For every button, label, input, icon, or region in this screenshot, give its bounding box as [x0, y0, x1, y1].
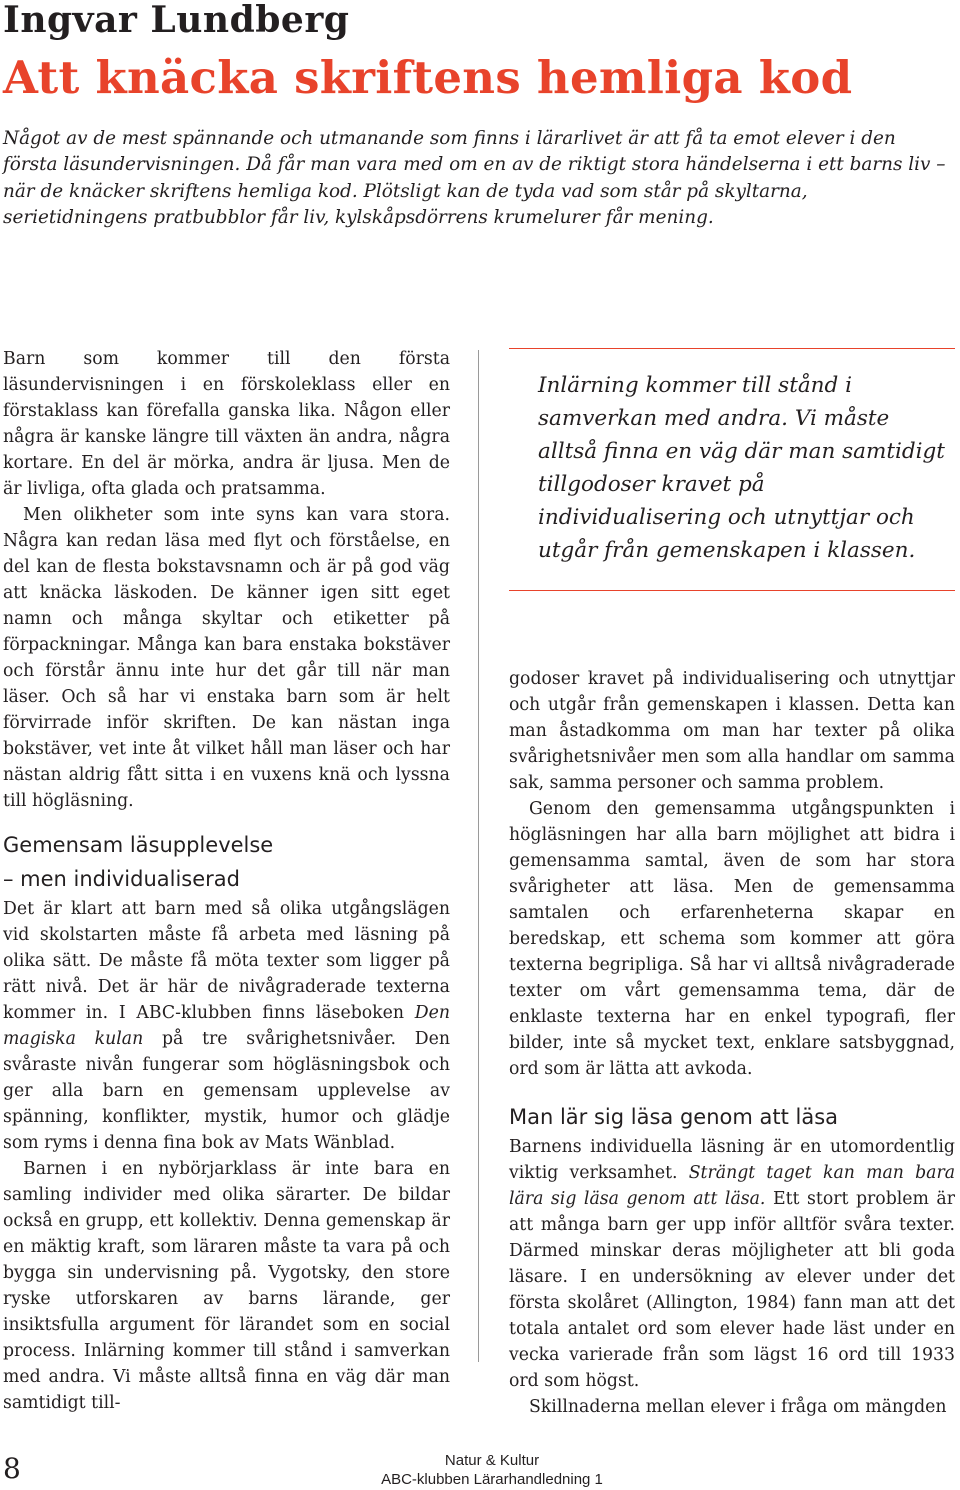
- right-paragraph-3: [509, 1134, 955, 1394]
- section-heading-las: Man lär sig läsa genom att läsa: [509, 1105, 839, 1129]
- left-paragraph-3: [3, 896, 450, 1156]
- right-paragraph-3-end: Ett stort problem är att många barn ger upp inför alltför svåra texter. Därmed minskar deras möjligheter att bli goda läsare. I en undersökning av elever under det första skolåret (Allington, 1984) fann man att det totala antalet ord som elever hade läst under en vecka varierade från som lägst 16 ord till 1933 ord som högst.: [509, 1189, 955, 1391]
- left-paragraph-4: Barnen i en nybörjarklass är inte bara en samling individer med olika särarter. De bildar också en grupp, ett kollektiv. Denna gemenskap är en mäktig kraft, som läraren måste ta vara på och bygga sin undervisning på. Vygotsky, den store ryske utforskaren av barns lärande, ger insiktsfulla argument för lärandet som en social process. Inlärning kommer till stånd i samverkan med andra. Vi måste alltså finna en väg där man samtidigt till-: [3, 1159, 450, 1413]
- publisher-info: [380, 1451, 604, 1489]
- left-paragraph-3-end: på tre svårighetsnivåer. Den svåraste nivån fungerar som högläsningsbok och ger alla barn en gemensam upplevelse av spänning, konflikter, mystik, humor och glädje som ryms i denna fina bok av Mats Wänblad.: [3, 1029, 450, 1153]
- left-column: [3, 346, 450, 1416]
- ingress: Något av de mest spännande och utmanande som finns i lärarlivet är att få ta emot elever i den första läsundervisningen. Då får man vara med om en av de riktigt stora händelserna i ett barns liv – när de knäcker skriftens hemliga kod. Plötsligt kan de tyda vad som står på skyltarna, serietidningens pratbubblor får liv, kylskåpsdörrens krumelurer får mening.: [3, 128, 946, 229]
- right-paragraph-2: Genom den gemensamma utgångspunkten i högläsningen har alla barn möjlighet att bidra i gemensamma samtal, även de som har stora svårigheter att läsa. Men de gemensamma samtalen och erfarenheterna skapar en beredskap, ett schema som kommer att göra texterna begripliga. Så har vi alltså nivågraderade texter om vårt gemensamma tema, där de enklaste texterna har en enkel typografi, fler bilder, inte så mycket text, enklare satsbyggnad, ord som är lätta att avkoda.: [509, 799, 955, 1079]
- section-heading-line-2: – men individualiserad: [3, 867, 240, 891]
- left-paragraph-1: Barn som kommer till den första läsundervisningen i en förskoleklass eller en förstaklass kan förefalla ganska lika. Någon eller några är kanske längre till växten än andra, några kortare. En del är mörka, andra är ljusa. Men de är livliga, ofta glada och pratsamma.: [3, 349, 450, 499]
- right-paragraph-1: godoser kravet på individualisering och utnyttjar och utgår från gemenskapen i klassen. Detta kan man åstadkomma om man har texter på olika svårighetsnivåer men som alla handlar om samma sak, samma personer och samma problem.: [509, 669, 955, 793]
- pull-quote: Inlärning kommer till stånd i samverkan med andra. Vi måste alltså finna en väg där man samtidigt tillgodoser kravet på individualisering och utnyttjar och utgår från gemenskapen i klassen.: [538, 373, 945, 563]
- right-paragraph-3-start: Barnens individuella läsning är en utomordentlig viktig verksamhet.: [509, 1137, 955, 1183]
- right-paragraph-4: Skillnaderna mellan elever i fråga om mängden: [529, 1397, 947, 1417]
- section-heading-line-1: Gemensam läsupplevelse: [3, 833, 274, 857]
- author-name: Ingvar Lundberg: [3, 0, 350, 41]
- section-heading-gemensam: [3, 828, 450, 896]
- pull-quote-rule-bottom: [509, 590, 955, 591]
- left-paragraph-2: Men olikheter som inte syns kan vara stora. Några kan redan läsa med flyt och förståelse, en del kan de flesta bokstavsnamn och är på god väg att knäcka läskoden. De känner igen sitt eget namn och många skyltar och etiketter på förpackningar. Många kan bara enstaka bokstäver och förstår ännu inte hur det går till när man läser. Och så har vi enstaka barn som är helt förvirrade inför skriften. De kan nästan inga bokstäver, vet inte åt vilket håll man läser och har nästan aldrig fått sitta i en vuxens knä och lyssna till högläsning.: [3, 505, 450, 811]
- left-paragraph-3-start: Det är klart att barn med så olika utgångslägen vid skolstarten måste få arbeta med läsning på olika sätt. De måste få möta texter som ligger på rätt nivå. Det är här de nivågraderade texterna kommer in. I ABC-klubben finns läseboken: [3, 899, 450, 1023]
- publisher-name: Natur & Kultur: [444, 1452, 540, 1469]
- publication-title: ABC-klubben Lärarhandledning 1: [381, 1471, 603, 1488]
- pull-quote-rule-top: [509, 348, 955, 349]
- right-column: [509, 666, 955, 1420]
- emphasis-quote: Strängt taget kan man bara lära sig läsa genom att läsa.: [509, 1163, 956, 1209]
- column-divider: [478, 350, 479, 1362]
- book-title: Den magiska kulan: [3, 1003, 450, 1049]
- page-number: 8: [3, 1452, 21, 1485]
- article-title: Att knäcka skriftens hemliga kod: [3, 51, 853, 104]
